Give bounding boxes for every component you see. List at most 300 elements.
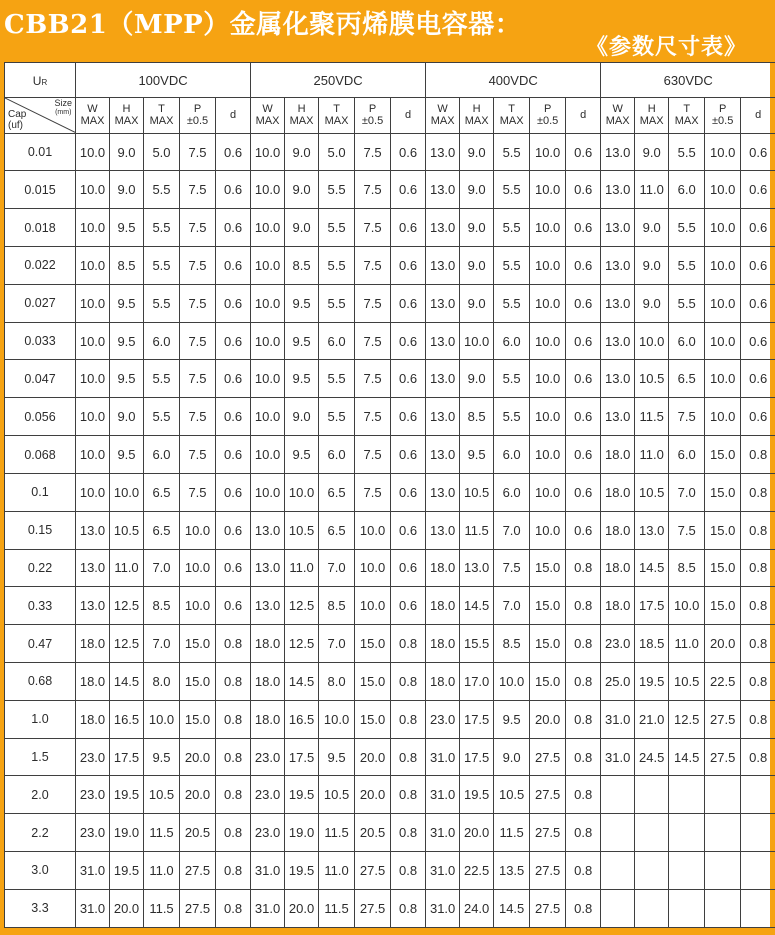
- dimension-cell-h: 9.0: [460, 360, 494, 398]
- dimension-cell-p: 20.0: [355, 738, 391, 776]
- dimension-cell-w: 18.0: [251, 662, 285, 700]
- table-row: [5, 398, 775, 436]
- dimension-cell-p: 7.5: [355, 209, 391, 247]
- dimension-cell-p: 10.0: [355, 511, 391, 549]
- dimension-cell-p: 10.0: [180, 587, 216, 625]
- dimension-cell-w: 31.0: [426, 889, 460, 927]
- dimension-cell-d: 0.6: [216, 247, 251, 285]
- dimension-cell-w: 13.0: [601, 247, 635, 285]
- dimension-cell-w: 10.0: [251, 284, 285, 322]
- dimension-cell-d: 0.8: [391, 889, 426, 927]
- dimension-cell-d: [741, 852, 775, 890]
- dimension-cell-p: 10.0: [530, 284, 566, 322]
- dimension-cell-h: 9.0: [460, 133, 494, 171]
- dimension-cell-w: 13.0: [251, 587, 285, 625]
- dimension-cell-h: 19.5: [110, 852, 144, 890]
- dimension-cell-p: 7.5: [355, 360, 391, 398]
- dimension-cell-w: 13.0: [426, 436, 460, 474]
- voltage-header-100: 100VDC: [76, 63, 251, 98]
- dimension-cell-p: 20.5: [355, 814, 391, 852]
- dimension-cell-h: 19.0: [110, 814, 144, 852]
- dimension-cell-t: 11.5: [144, 814, 180, 852]
- table-row: [5, 360, 775, 398]
- dimension-cell-w: 10.0: [251, 436, 285, 474]
- dimension-cell-d: 0.6: [216, 209, 251, 247]
- dimension-cell-d: 0.8: [391, 738, 426, 776]
- dimension-cell-w: 10.0: [251, 473, 285, 511]
- dimension-cell-p: 10.0: [530, 360, 566, 398]
- dimension-cell-h: 9.0: [635, 284, 669, 322]
- dimension-cell-w: 10.0: [251, 133, 285, 171]
- dimension-cell-h: 9.0: [460, 247, 494, 285]
- dimension-cell-t: 11.5: [494, 814, 530, 852]
- dimension-cell-d: 0.6: [741, 284, 775, 322]
- dimension-cell-h: 9.0: [285, 133, 319, 171]
- dimension-cell-d: 0.8: [391, 625, 426, 663]
- dimension-cell-t: 8.5: [144, 587, 180, 625]
- dimension-cell-d: 0.6: [741, 322, 775, 360]
- dimension-cell-p: 22.5: [705, 662, 741, 700]
- dimension-cell-t: 9.5: [319, 738, 355, 776]
- dimension-cell-d: 0.8: [566, 549, 601, 587]
- dimension-cell-t: [669, 776, 705, 814]
- dimension-cell-h: 15.5: [460, 625, 494, 663]
- dimension-cell-w: 18.0: [601, 511, 635, 549]
- dimension-cell-w: 31.0: [251, 852, 285, 890]
- dimension-cell-w: 13.0: [426, 284, 460, 322]
- dimension-cell-h: 9.5: [110, 284, 144, 322]
- dimension-cell-w: [601, 776, 635, 814]
- dimension-cell-w: [601, 852, 635, 890]
- dimension-cell-w: 31.0: [426, 776, 460, 814]
- dimension-cell-t: 5.5: [669, 133, 705, 171]
- dimension-cell-t: [669, 852, 705, 890]
- dimension-cell-d: 0.6: [566, 360, 601, 398]
- dimension-cell-t: 5.5: [494, 171, 530, 209]
- dimension-cell-w: 10.0: [251, 398, 285, 436]
- dimension-cell-p: 10.0: [180, 549, 216, 587]
- dimension-cell-p: 7.5: [180, 360, 216, 398]
- table-row: [5, 889, 775, 927]
- dimension-cell-w: [601, 814, 635, 852]
- page-title: CBB21（MPP）金属化聚丙烯膜电容器：: [4, 10, 522, 40]
- dimension-cell-w: 13.0: [426, 209, 460, 247]
- dimension-cell-p: 7.5: [180, 209, 216, 247]
- dimension-cell-d: [741, 776, 775, 814]
- dimension-cell-w: 13.0: [601, 209, 635, 247]
- dimension-cell-h: 19.0: [285, 814, 319, 852]
- dimension-cell-p: 15.0: [180, 625, 216, 663]
- dimension-cell-h: 9.0: [110, 133, 144, 171]
- dimension-cell-p: 7.5: [355, 247, 391, 285]
- capacitance-cell: 1.5: [5, 738, 76, 776]
- dimension-cell-w: 13.0: [426, 360, 460, 398]
- dimension-cell-p: 27.5: [180, 889, 216, 927]
- dimension-cell-w: 10.0: [251, 322, 285, 360]
- dimension-cell-t: 10.5: [669, 662, 705, 700]
- dimension-cell-h: 11.5: [460, 511, 494, 549]
- dimension-cell-p: 7.5: [180, 284, 216, 322]
- dimension-cell-h: 10.5: [110, 511, 144, 549]
- dimension-cell-w: 18.0: [601, 436, 635, 474]
- dimension-cell-p: 7.5: [180, 473, 216, 511]
- dimension-cell-d: 0.8: [566, 625, 601, 663]
- dimension-cell-p: 10.0: [705, 171, 741, 209]
- dimension-cell-h: 9.5: [285, 322, 319, 360]
- dimension-cell-h: 16.5: [285, 700, 319, 738]
- dimension-cell-t: 7.5: [669, 398, 705, 436]
- dimension-cell-t: 5.5: [144, 398, 180, 436]
- dimension-cell-h: 24.0: [460, 889, 494, 927]
- dimension-cell-d: 0.6: [566, 322, 601, 360]
- dimension-cell-d: 0.8: [566, 889, 601, 927]
- dimension-cell-d: 0.8: [391, 814, 426, 852]
- dimension-cell-w: 23.0: [426, 700, 460, 738]
- dimension-cell-w: 23.0: [76, 776, 110, 814]
- table-row: [5, 473, 775, 511]
- dimension-cell-h: 12.5: [285, 587, 319, 625]
- dimension-cell-w: 18.0: [251, 700, 285, 738]
- dimension-cell-w: 31.0: [251, 889, 285, 927]
- dimension-cell-w: 10.0: [76, 171, 110, 209]
- dimension-cell-h: 8.5: [460, 398, 494, 436]
- dimension-cell-h: [635, 852, 669, 890]
- dimension-cell-t: 14.5: [494, 889, 530, 927]
- dimension-cell-t: 5.5: [494, 360, 530, 398]
- dimension-cell-w: 13.0: [426, 322, 460, 360]
- capacitance-cell: 0.22: [5, 549, 76, 587]
- dimension-cell-w: 18.0: [426, 662, 460, 700]
- dimension-cell-d: 0.6: [216, 171, 251, 209]
- dimension-cell-h: 17.0: [460, 662, 494, 700]
- dimension-cell-t: 7.0: [144, 625, 180, 663]
- dimension-cell-h: 14.5: [635, 549, 669, 587]
- dimension-cell-h: [635, 889, 669, 927]
- table-row: [5, 322, 775, 360]
- dimension-cell-w: 31.0: [426, 738, 460, 776]
- dimension-cell-d: 0.8: [741, 625, 775, 663]
- dimension-cell-h: 11.0: [285, 549, 319, 587]
- table-row: [5, 852, 775, 890]
- dimension-cell-w: 13.0: [426, 171, 460, 209]
- dimension-cell-h: 9.5: [285, 284, 319, 322]
- table-row: [5, 814, 775, 852]
- dimension-cell-t: 11.5: [319, 889, 355, 927]
- col-header-p-100: P ±0.5: [180, 98, 216, 133]
- col-header-t-100: T MAX: [144, 98, 180, 133]
- dimension-cell-t: 7.0: [144, 549, 180, 587]
- dimension-cell-p: 10.0: [705, 322, 741, 360]
- dimension-cell-w: 18.0: [251, 625, 285, 663]
- dimension-cell-h: 10.5: [635, 360, 669, 398]
- dimension-cell-t: 10.0: [319, 700, 355, 738]
- capacitance-cell: 2.0: [5, 776, 76, 814]
- dimension-cell-h: 20.0: [110, 889, 144, 927]
- dimension-cell-t: 6.5: [144, 473, 180, 511]
- spec-table-panel: [4, 62, 770, 928]
- dimension-cell-w: 13.0: [76, 511, 110, 549]
- dimension-cell-d: 0.8: [566, 814, 601, 852]
- dimension-cell-d: 0.6: [566, 209, 601, 247]
- dimension-cell-p: 7.5: [355, 133, 391, 171]
- dimension-cell-t: 5.5: [144, 284, 180, 322]
- capacitance-cell: 0.1: [5, 473, 76, 511]
- dimension-cell-h: 10.5: [460, 473, 494, 511]
- dimension-cell-t: 9.5: [494, 700, 530, 738]
- table-row: [5, 171, 775, 209]
- dimension-cell-h: 14.5: [285, 662, 319, 700]
- dimension-cell-p: 27.5: [180, 852, 216, 890]
- dimension-cell-w: 13.0: [76, 587, 110, 625]
- dimension-cell-h: 13.0: [460, 549, 494, 587]
- dimension-cell-t: 6.0: [144, 436, 180, 474]
- dimension-cell-d: 0.6: [741, 133, 775, 171]
- dimension-cell-p: 15.0: [355, 662, 391, 700]
- dimension-cell-t: 5.5: [669, 209, 705, 247]
- dimension-cell-d: 0.6: [216, 398, 251, 436]
- dimension-cell-t: 7.0: [319, 625, 355, 663]
- dimension-cell-d: 0.8: [741, 662, 775, 700]
- dimension-cell-t: 11.0: [319, 852, 355, 890]
- col-header-h-400: H MAX: [460, 98, 494, 133]
- dimension-cell-t: 6.0: [319, 322, 355, 360]
- dimension-cell-t: 11.0: [144, 852, 180, 890]
- col-header-d-630: d: [741, 98, 775, 133]
- dimension-cell-w: 13.0: [601, 284, 635, 322]
- dimension-cell-d: 0.6: [391, 360, 426, 398]
- dimension-cell-h: 9.0: [110, 171, 144, 209]
- dimension-cell-p: 10.0: [705, 247, 741, 285]
- col-header-w-250: W MAX: [251, 98, 285, 133]
- dimension-cell-h: 20.0: [285, 889, 319, 927]
- dimension-cell-t: 9.5: [144, 738, 180, 776]
- col-header-h-630: H MAX: [635, 98, 669, 133]
- dimension-cell-d: 0.6: [566, 247, 601, 285]
- table-row: [5, 284, 775, 322]
- dimension-cell-h: 9.0: [110, 398, 144, 436]
- dimension-cell-h: 10.0: [285, 473, 319, 511]
- table-row: [5, 625, 775, 663]
- dimension-cell-p: 10.0: [355, 549, 391, 587]
- dimension-cell-d: 0.6: [391, 587, 426, 625]
- dimension-cell-d: 0.8: [741, 700, 775, 738]
- dimension-cell-d: 0.6: [216, 284, 251, 322]
- dimension-cell-p: 7.5: [180, 322, 216, 360]
- dimension-cell-d: 0.6: [216, 587, 251, 625]
- dimension-cell-d: 0.8: [741, 587, 775, 625]
- dimension-cell-d: 0.8: [216, 625, 251, 663]
- dimension-cell-w: 18.0: [601, 473, 635, 511]
- dimension-cell-t: 5.5: [144, 360, 180, 398]
- size-cap-corner-cell: [5, 98, 76, 133]
- voltage-header-630: 630VDC: [601, 63, 775, 98]
- col-header-h-100: H MAX: [110, 98, 144, 133]
- dimension-cell-d: 0.6: [216, 360, 251, 398]
- dimension-cell-d: 0.6: [391, 473, 426, 511]
- dimension-cell-p: 27.5: [530, 889, 566, 927]
- dimension-cell-w: 10.0: [76, 436, 110, 474]
- dimension-cell-p: 15.0: [705, 587, 741, 625]
- dimension-cell-p: 20.0: [530, 700, 566, 738]
- dimension-cell-d: 0.8: [741, 511, 775, 549]
- dimension-cell-h: 16.5: [110, 700, 144, 738]
- dimension-cell-h: 12.5: [110, 587, 144, 625]
- dimension-cell-t: 10.0: [494, 662, 530, 700]
- capacitance-cell: 0.033: [5, 322, 76, 360]
- dimension-cell-p: 10.0: [705, 398, 741, 436]
- dimension-cell-p: 7.5: [355, 284, 391, 322]
- capacitance-cell: 0.027: [5, 284, 76, 322]
- dimension-cell-t: 12.5: [669, 700, 705, 738]
- dimension-cell-t: 6.0: [494, 436, 530, 474]
- table-row: [5, 776, 775, 814]
- dimension-cell-t: 9.0: [494, 738, 530, 776]
- dimension-cell-p: 7.5: [180, 247, 216, 285]
- dimension-cell-w: 13.0: [426, 398, 460, 436]
- dimension-cell-w: 10.0: [76, 209, 110, 247]
- dimension-cell-p: 7.5: [355, 473, 391, 511]
- dimension-cell-p: [705, 852, 741, 890]
- dimension-cell-d: 0.8: [741, 549, 775, 587]
- dimension-cell-h: 10.5: [635, 473, 669, 511]
- dimension-cell-p: 10.0: [705, 360, 741, 398]
- dimension-cell-h: 11.5: [635, 398, 669, 436]
- dimension-cell-p: [705, 776, 741, 814]
- dimension-cell-t: 6.0: [669, 322, 705, 360]
- dimension-cell-w: 13.0: [601, 360, 635, 398]
- dimension-cell-h: 8.5: [110, 247, 144, 285]
- dimension-cell-w: 18.0: [76, 625, 110, 663]
- spec-table: [4, 62, 775, 928]
- dimension-cell-d: 0.6: [566, 473, 601, 511]
- dimension-cell-w: 10.0: [76, 133, 110, 171]
- capacitance-cell: 0.15: [5, 511, 76, 549]
- dimension-cell-h: 18.5: [635, 625, 669, 663]
- dimension-cell-d: 0.6: [391, 549, 426, 587]
- dimension-cell-d: 0.6: [741, 247, 775, 285]
- dimension-cell-w: 18.0: [426, 549, 460, 587]
- col-header-w-400: W MAX: [426, 98, 460, 133]
- dimension-cell-p: 15.0: [530, 587, 566, 625]
- dimension-cell-p: [705, 889, 741, 927]
- table-row: [5, 738, 775, 776]
- dimension-cell-h: 9.0: [460, 171, 494, 209]
- dimension-cell-h: 9.5: [285, 436, 319, 474]
- dimension-cell-h: 21.0: [635, 700, 669, 738]
- dimension-cell-d: 0.8: [216, 852, 251, 890]
- dimension-cell-h: 17.5: [635, 587, 669, 625]
- dimension-cell-h: 9.0: [460, 284, 494, 322]
- dimension-cell-t: 6.0: [494, 473, 530, 511]
- dimension-cell-w: 13.0: [251, 511, 285, 549]
- dimension-cell-h: 19.5: [460, 776, 494, 814]
- dimension-cell-p: 27.5: [355, 852, 391, 890]
- dimension-cell-t: 6.5: [144, 511, 180, 549]
- dimension-cell-t: 13.5: [494, 852, 530, 890]
- dimension-cell-p: 7.5: [180, 398, 216, 436]
- dimension-cell-p: 10.0: [530, 473, 566, 511]
- dimension-cell-p: 20.0: [180, 776, 216, 814]
- dimension-cell-d: 0.6: [391, 133, 426, 171]
- dimension-cell-d: 0.8: [391, 700, 426, 738]
- dimension-cell-d: 0.8: [391, 776, 426, 814]
- dimension-cell-h: 12.5: [110, 625, 144, 663]
- dimension-cell-d: 0.6: [391, 284, 426, 322]
- dimension-cell-t: 5.5: [319, 360, 355, 398]
- dimension-cell-d: 0.8: [216, 700, 251, 738]
- dimension-cell-t: 6.0: [319, 436, 355, 474]
- dimension-cell-h: 10.0: [110, 473, 144, 511]
- dimension-cell-p: 10.0: [530, 247, 566, 285]
- dimension-cell-d: 0.6: [216, 511, 251, 549]
- dimension-cell-t: 5.0: [319, 133, 355, 171]
- dimension-cell-p: 15.0: [355, 625, 391, 663]
- dimension-cell-p: 15.0: [530, 662, 566, 700]
- dimension-cell-w: 31.0: [601, 700, 635, 738]
- cap-label: Cap (uf): [8, 108, 27, 131]
- dimension-cell-h: 14.5: [460, 587, 494, 625]
- capacitance-cell: 1.0: [5, 700, 76, 738]
- dimension-cell-h: 10.5: [285, 511, 319, 549]
- voltage-header-400: 400VDC: [426, 63, 601, 98]
- dimension-cell-t: 5.0: [144, 133, 180, 171]
- dimension-cell-h: 9.0: [285, 398, 319, 436]
- dimension-cell-t: 5.5: [144, 171, 180, 209]
- dimension-cell-p: 27.5: [705, 738, 741, 776]
- col-header-t-400: T MAX: [494, 98, 530, 133]
- capacitance-cell: 0.018: [5, 209, 76, 247]
- dimension-cell-t: 6.0: [669, 171, 705, 209]
- dimension-cell-p: 27.5: [530, 814, 566, 852]
- dimension-cell-h: 9.0: [635, 133, 669, 171]
- dimension-cell-d: 0.8: [216, 662, 251, 700]
- dimension-cell-h: 11.0: [635, 436, 669, 474]
- dimension-cell-p: 20.0: [180, 738, 216, 776]
- dimension-cell-d: 0.6: [566, 284, 601, 322]
- dimension-cell-t: 10.5: [494, 776, 530, 814]
- dimension-cell-d: 0.8: [566, 776, 601, 814]
- dimension-cell-d: 0.6: [566, 436, 601, 474]
- voltage-header-250: 250VDC: [251, 63, 426, 98]
- dimension-cell-d: [741, 889, 775, 927]
- dimension-cell-d: 0.8: [216, 776, 251, 814]
- dimension-cell-p: 10.0: [705, 133, 741, 171]
- dimension-cell-t: 7.0: [494, 511, 530, 549]
- dimension-cell-w: 13.0: [426, 247, 460, 285]
- dimension-cell-w: 10.0: [76, 398, 110, 436]
- table-subtitle: 《参数尺寸表》: [585, 34, 747, 60]
- dimension-cell-p: 15.0: [530, 549, 566, 587]
- capacitance-cell: 3.3: [5, 889, 76, 927]
- col-header-w-630: W MAX: [601, 98, 635, 133]
- dimension-cell-t: 11.0: [669, 625, 705, 663]
- capacitance-cell: 0.68: [5, 662, 76, 700]
- table-row: [5, 662, 775, 700]
- dimension-cell-h: 11.0: [110, 549, 144, 587]
- dimension-cell-h: 13.0: [635, 511, 669, 549]
- dimension-cell-p: 27.5: [355, 889, 391, 927]
- dimension-cell-w: 10.0: [76, 247, 110, 285]
- dimension-cell-h: 8.5: [285, 247, 319, 285]
- dimension-cell-w: 25.0: [601, 662, 635, 700]
- table-row: [5, 436, 775, 474]
- dimension-cell-t: 8.5: [319, 587, 355, 625]
- dimension-cell-t: 10.5: [319, 776, 355, 814]
- col-header-h-250: H MAX: [285, 98, 319, 133]
- col-header-d-400: d: [566, 98, 601, 133]
- dimension-cell-p: [705, 814, 741, 852]
- dimension-cell-t: 5.5: [144, 247, 180, 285]
